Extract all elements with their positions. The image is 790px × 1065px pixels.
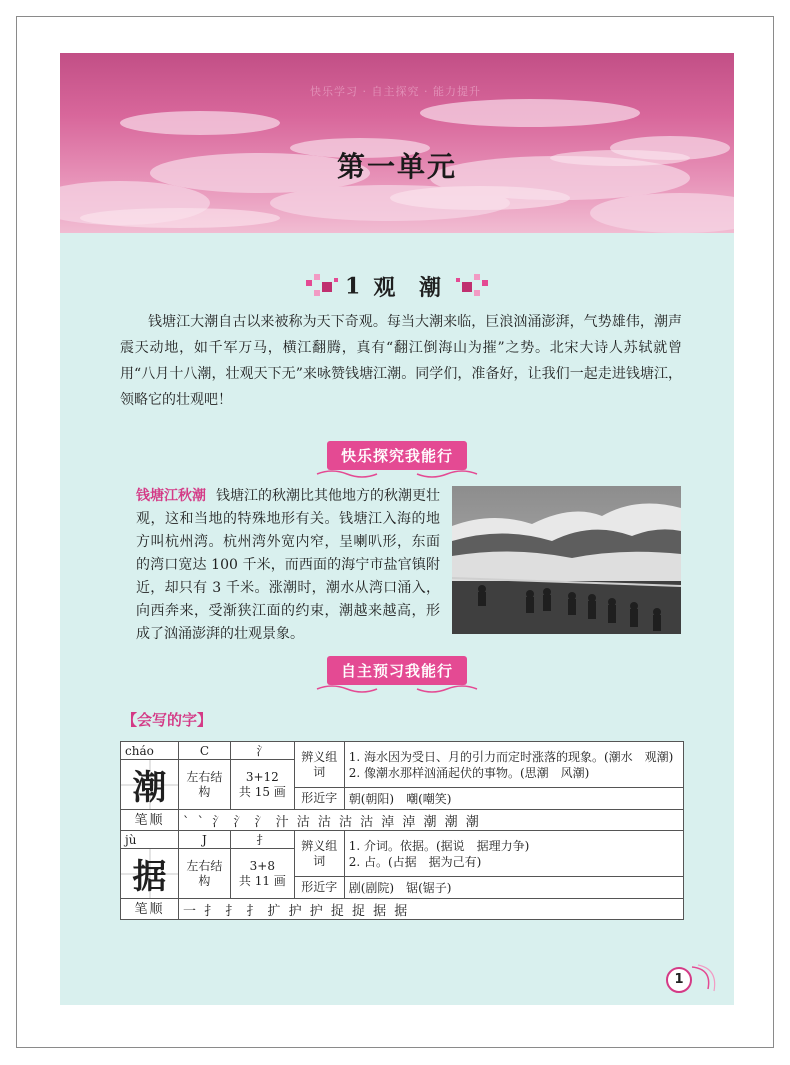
pink-squares-decoration-left bbox=[306, 274, 340, 300]
structure: 左右结构 bbox=[178, 849, 230, 899]
stroke-count bbox=[230, 849, 294, 899]
pinyin: cháo bbox=[121, 742, 179, 760]
meaning-label: 辨义组词 bbox=[294, 742, 344, 788]
initial-letter: C bbox=[178, 742, 230, 760]
stroke-total: 共 15 画 bbox=[238, 784, 286, 799]
writing-chars-heading: 【会写的字】 bbox=[122, 711, 213, 729]
meaning-list bbox=[344, 831, 683, 877]
stroke-formula: 3+12 bbox=[245, 769, 279, 784]
feature-text: 钱塘江的秋潮比其他地方的秋潮更壮观，这和当地的特殊地形有关。钱塘江入海的地方叫杭州湾。杭州湾外宽内窄，呈喇叭形，东面的湾口宽达 100 千米，而西面的海宁市盐官镇附近，却只有 3 千米。涨潮时，潮水从湾口涌入，向西奔来，受渐狭江面的约束，潮越来越高，形成了汹涌澎湃的壮观景象。 bbox=[136, 488, 440, 642]
page-number-swirl bbox=[690, 963, 720, 993]
section-banner-explore bbox=[60, 441, 734, 480]
unit-banner bbox=[60, 53, 734, 233]
banner-top-text: 快乐学习 · 自主探究 · 能力提升 bbox=[310, 85, 481, 98]
pink-squares-decoration-right bbox=[454, 274, 488, 300]
stroke-order: ` ` 氵 氵 氵 汁 沽 沽 沽 沽 淖 淖 潮 潮 潮 bbox=[178, 810, 683, 831]
meaning-label: 辨义组词 bbox=[294, 831, 344, 877]
tide-photo bbox=[452, 486, 681, 634]
feature-lead: 钱塘江秋潮 bbox=[136, 488, 206, 504]
meaning-item: 2. 像潮水那样汹涌起伏的事物。(思潮 风潮) bbox=[348, 765, 590, 780]
section-label: 快乐探究我能行 bbox=[327, 441, 467, 470]
meaning-item: 1. 海水因为受日、月的引力而定时涨落的现象。(潮水 观潮) bbox=[348, 749, 674, 764]
textbook-page bbox=[60, 53, 734, 1005]
stroke-order-label: 笔顺 bbox=[121, 899, 179, 920]
stroke-formula: 3+8 bbox=[249, 858, 275, 873]
large-character: 潮 bbox=[121, 760, 179, 810]
lesson-number: 1 bbox=[344, 273, 369, 300]
intro-paragraph: 钱塘江大潮自古以来被称为天下奇观。每当大潮来临，巨浪汹涌澎湃，气势雄伟，潮声震天动地，如千军万马，横江翻腾，真有“翻江倒海山为摧”之势。北宋大诗人苏轼就曾用“八月十八潮，壮观天下无”来咏赞钱塘江潮。同学们，准备好，让我们一起走进钱塘江，领略它的壮观吧！ bbox=[120, 314, 682, 408]
similar-chars: 朝(朝阳) 嘲(嘲笑) bbox=[344, 788, 683, 810]
similar-label: 形近字 bbox=[294, 788, 344, 810]
stroke-order: 一 扌 扌 扌 扩 护 护 捉 捉 据 据 bbox=[178, 899, 683, 920]
radical: 扌 bbox=[230, 831, 294, 849]
section-banner-preview bbox=[60, 656, 734, 695]
feature-paragraph bbox=[136, 485, 440, 646]
stroke-total: 共 11 画 bbox=[238, 873, 286, 888]
pinyin: jù bbox=[121, 831, 179, 849]
radical: 氵 bbox=[230, 742, 294, 760]
stroke-count bbox=[230, 760, 294, 810]
similar-chars: 剧(剧院) 锯(锯子) bbox=[344, 877, 683, 899]
unit-title: 第一单元 bbox=[336, 150, 457, 183]
meaning-item: 1. 介词。依据。(据说 据理力争) bbox=[348, 838, 530, 853]
stroke-order-label: 笔顺 bbox=[121, 810, 179, 831]
similar-label: 形近字 bbox=[294, 877, 344, 899]
lesson-title bbox=[60, 271, 734, 302]
initial-letter: J bbox=[178, 831, 230, 849]
section-label: 自主预习我能行 bbox=[327, 656, 467, 685]
meaning-list bbox=[344, 742, 683, 788]
meaning-item: 2. 占。(占据 据为己有) bbox=[348, 854, 482, 869]
lesson-name: 观 潮 bbox=[373, 275, 450, 301]
page-number: 1 bbox=[666, 967, 692, 993]
character-table bbox=[120, 741, 684, 920]
cloud-sky-image bbox=[60, 53, 734, 233]
structure: 左右结构 bbox=[178, 760, 230, 810]
large-character: 据 bbox=[121, 849, 179, 899]
